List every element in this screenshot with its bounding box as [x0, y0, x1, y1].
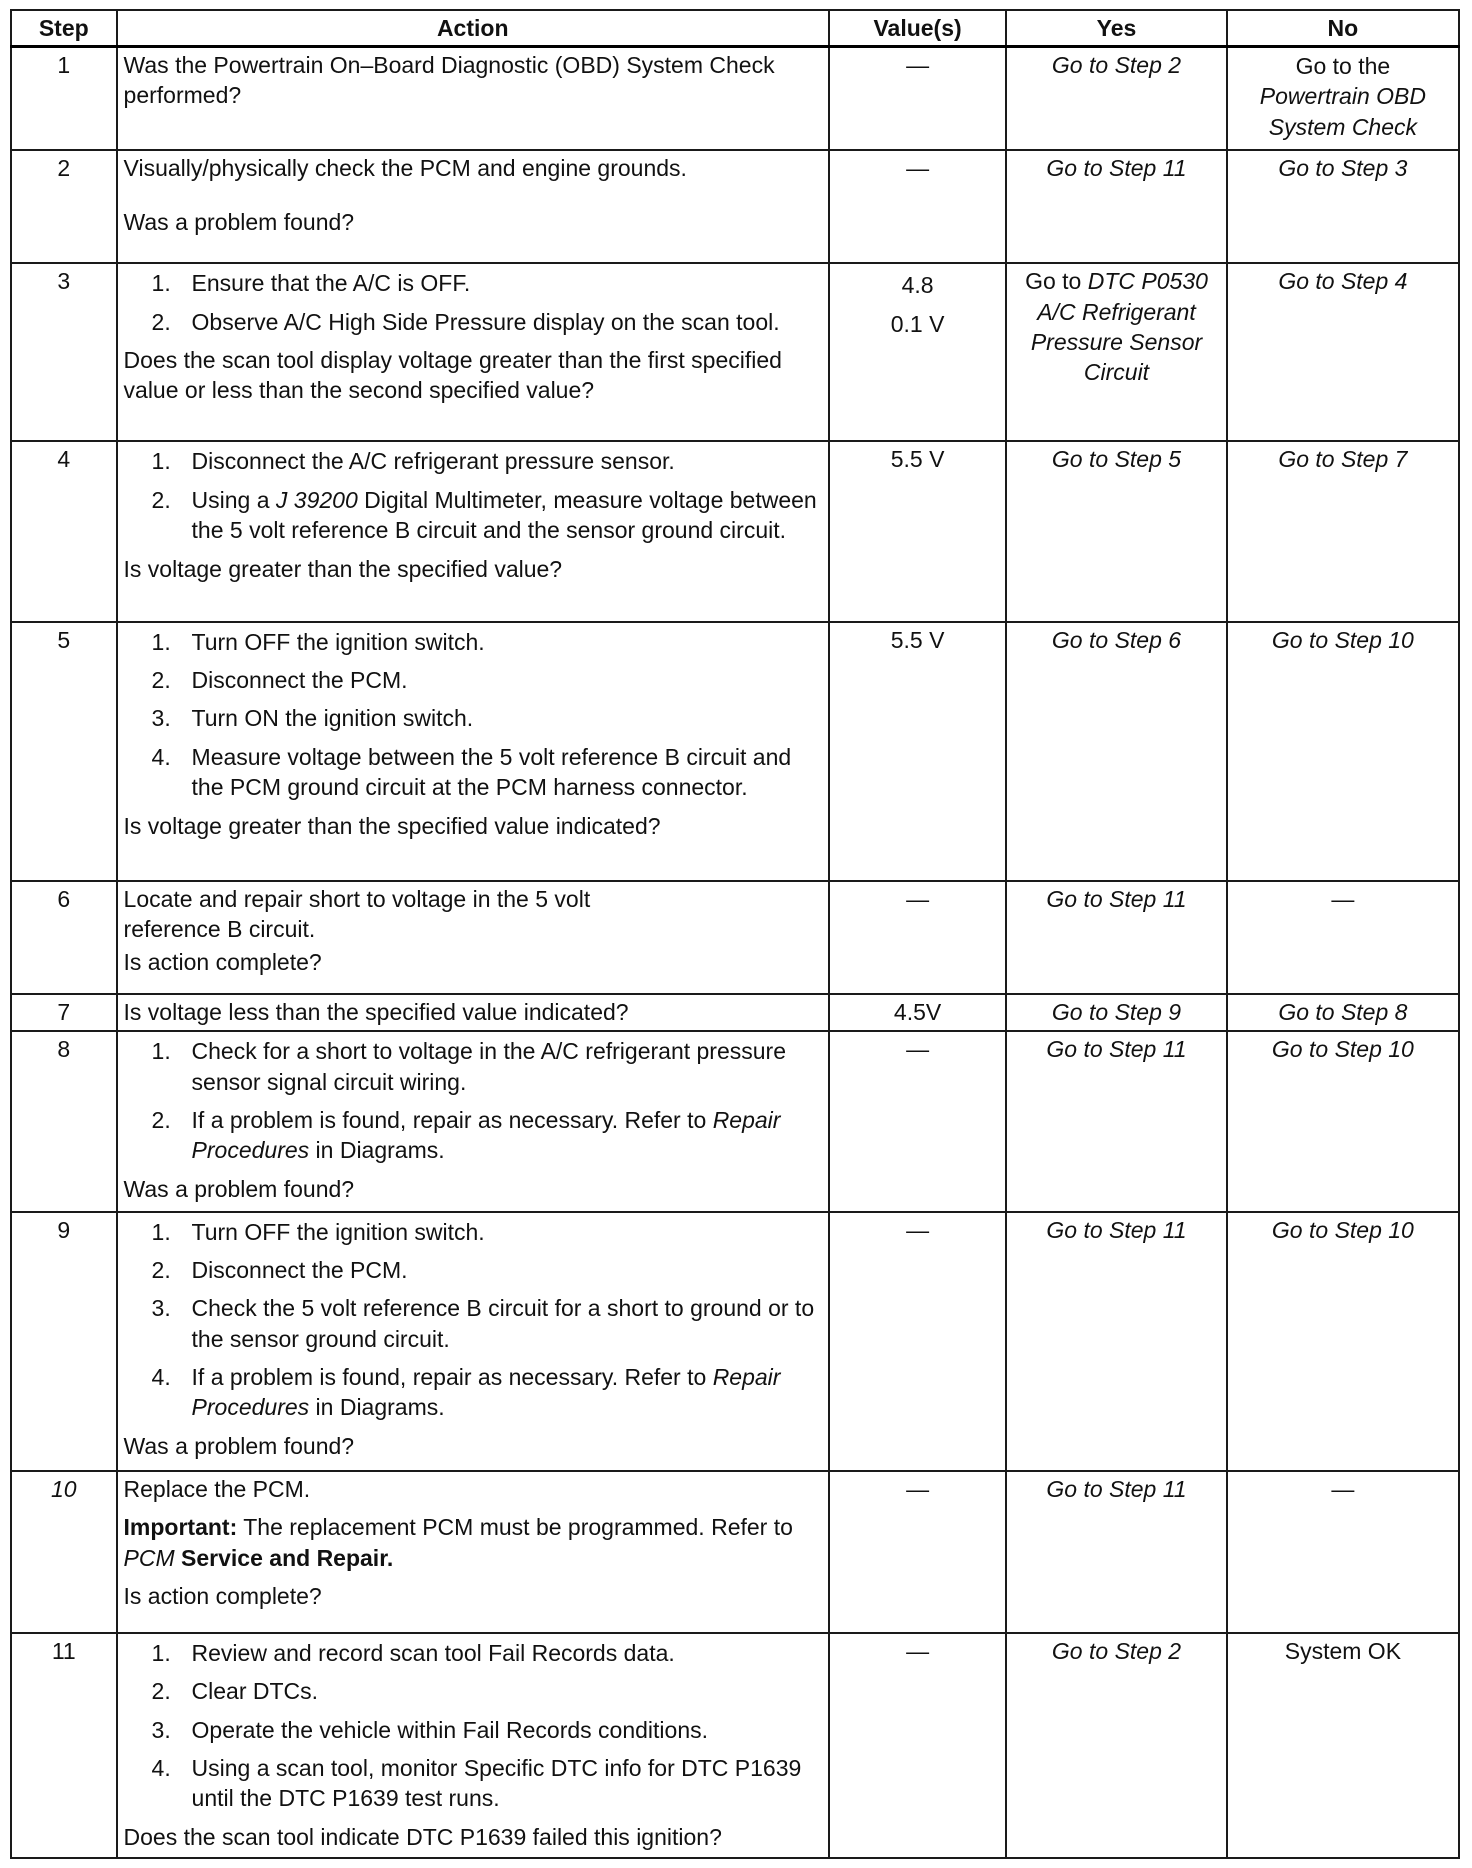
step-number: 8 [11, 1031, 117, 1211]
yes-cell: Go to DTC P0530 A/C Refrigerant Pressure Sensor Circuit [1006, 263, 1227, 441]
action-steps [124, 627, 822, 803]
no-cell: Go to Step 4 [1227, 263, 1459, 441]
action-steps [124, 1638, 822, 1814]
no-cell: Go to Step 7 [1227, 441, 1459, 621]
no-cell: Go to Step 10 [1227, 1212, 1459, 1471]
list-item: 2. Clear DTCs. [151, 1678, 319, 1705]
yes-cell: Go to Step 11 [1006, 881, 1227, 994]
step-number: 11 [11, 1633, 117, 1858]
list-item: 4. Using a scan tool, monitor Specific DTC info for DTC P1639 until the DTC P1639 test runs. [151, 1754, 802, 1812]
yes-cell: Go to Step 11 [1006, 150, 1227, 263]
action-question: Was a problem found? [123, 1432, 355, 1459]
header-no: No [1227, 10, 1459, 47]
value-cell: 4.5V [829, 994, 1006, 1031]
step-number: 7 [11, 994, 117, 1031]
action-cell [117, 1212, 829, 1471]
value-cell: 5.5 V [829, 441, 1006, 621]
table-row [11, 994, 1459, 1031]
yes-cell: Go to Step 6 [1006, 622, 1227, 881]
repair-procedures-link: Repair Procedures [191, 1107, 781, 1164]
list-item: 1. Check for a short to voltage in the A/C refrigerant pressure sensor signal circuit wiring. [151, 1038, 786, 1095]
table-row [11, 150, 1459, 263]
table-row [11, 622, 1459, 881]
step-number: 2 [11, 150, 117, 263]
tool-name: J 39200 [275, 486, 358, 513]
value-cell: — [829, 150, 1006, 263]
action-question: Was a problem found? [123, 209, 355, 236]
value-cell: — [829, 1633, 1006, 1858]
action-steps [124, 1217, 822, 1423]
value-cell: — [829, 881, 1006, 994]
step-number: 3 [11, 263, 117, 441]
step-number: 10 [11, 1471, 117, 1633]
action-cell [117, 441, 829, 621]
action-text: Is voltage less than the specified value indicated? [117, 994, 829, 1031]
list-item: 2. Using a J 39200 Digital Multimeter, measure voltage between the 5 volt reference B circuit and the sensor ground circuit. [151, 486, 817, 544]
yes-cell: Go to Step 11 [1006, 1471, 1227, 1633]
action-question: Is action complete? [123, 948, 322, 975]
list-item: 1. Review and record scan tool Fail Records data. [151, 1639, 675, 1666]
step-number: 1 [11, 47, 117, 150]
action-question: Does the scan tool display voltage greater than the first specified value or less than the second specified value? [123, 346, 782, 404]
value-cell: 5.5 V [829, 622, 1006, 881]
table-row [11, 1633, 1459, 1858]
diagnostic-table [10, 9, 1460, 1859]
value-cell [829, 263, 1006, 441]
yes-link: A/C Refrigerant Pressure Sensor Circuit [1030, 298, 1203, 386]
repair-procedures-link: Repair Procedures [191, 1364, 781, 1421]
header-action: Action [117, 10, 829, 47]
no-link: Powertrain OBD System Check [1259, 83, 1426, 140]
yes-cell: Go to Step 11 [1006, 1212, 1227, 1471]
step-number: 9 [11, 1212, 117, 1471]
no-cell: Go to Step 10 [1227, 1031, 1459, 1211]
list-item: 1. Turn OFF the ignition switch. [151, 1218, 485, 1245]
no-cell: — [1227, 881, 1459, 994]
no-cell [1227, 47, 1459, 150]
action-cell [117, 1471, 829, 1633]
list-item: 2. Observe A/C High Side Pressure display on the scan tool. [151, 308, 780, 335]
no-text: Go to the [1295, 53, 1391, 79]
action-steps [124, 268, 822, 337]
header-row [11, 10, 1459, 47]
yes-cell: Go to Step 9 [1006, 994, 1227, 1031]
yes-cell: Go to Step 2 [1006, 1633, 1227, 1858]
header-values: Value(s) [829, 10, 1006, 47]
step-number: 4 [11, 441, 117, 621]
table-row [11, 1212, 1459, 1471]
action-cell [117, 150, 829, 263]
table-row [11, 881, 1459, 994]
header-step: Step [11, 10, 117, 47]
yes-cell: Go to Step 2 [1006, 47, 1227, 150]
table-row [11, 47, 1459, 150]
list-item: 2. If a problem is found, repair as necessary. Refer to Repair Procedures in Diagrams. [151, 1107, 781, 1164]
list-item: 2. Disconnect the PCM. [151, 667, 408, 694]
action-steps [124, 446, 822, 545]
no-cell: — [1227, 1471, 1459, 1633]
table-row [11, 441, 1459, 621]
action-text: Locate and repair short to voltage in the 5 volt reference B circuit. [123, 886, 591, 943]
no-cell: Go to Step 8 [1227, 994, 1459, 1031]
value-cell: — [829, 1212, 1006, 1471]
action-text: Replace the PCM. [123, 1475, 311, 1502]
list-item: 2. Disconnect the PCM. [151, 1256, 408, 1283]
important-note: Important: The replacement PCM must be programmed. Refer to PCM Service and Repair. [123, 1514, 793, 1571]
no-cell: System OK [1227, 1633, 1459, 1858]
action-steps [124, 1036, 822, 1165]
table-row [11, 1471, 1459, 1633]
value-cell: — [829, 1471, 1006, 1633]
list-item: 3. Check the 5 volt reference B circuit for a short to ground or to the sensor ground circuit. [151, 1295, 815, 1352]
list-item: 4. Measure voltage between the 5 volt reference B circuit and the PCM ground circuit at the PCM harness connector. [151, 743, 792, 801]
yes-cell: Go to Step 5 [1006, 441, 1227, 621]
action-text: Was the Powertrain On–Board Diagnostic (OBD) System Check performed? [117, 47, 829, 150]
action-question: Is voltage greater than the specified value? [123, 555, 563, 582]
step-number: 6 [11, 881, 117, 994]
action-text: Visually/physically check the PCM and engine grounds. [123, 154, 687, 181]
value-first: 4.8 [901, 272, 934, 299]
no-cell: Go to Step 10 [1227, 622, 1459, 881]
action-cell [117, 1031, 829, 1211]
list-item: 1. Disconnect the A/C refrigerant pressure sensor. [151, 448, 675, 475]
table-row [11, 1031, 1459, 1211]
yes-cell: Go to Step 11 [1006, 1031, 1227, 1211]
header-yes: Yes [1006, 10, 1227, 47]
list-item: 1. Turn OFF the ignition switch. [151, 628, 485, 655]
value-cell: — [829, 1031, 1006, 1211]
action-question: Does the scan tool indicate DTC P1639 failed this ignition? [123, 1823, 722, 1850]
action-question: Is voltage greater than the specified value indicated? [123, 812, 661, 839]
list-item: 1. Ensure that the A/C is OFF. [151, 270, 471, 297]
value-cell: — [829, 47, 1006, 150]
action-cell [117, 1633, 829, 1858]
no-cell: Go to Step 3 [1227, 150, 1459, 263]
action-cell [117, 881, 829, 994]
list-item: 3. Turn ON the ignition switch. [151, 705, 474, 732]
list-item: 4. If a problem is found, repair as necessary. Refer to Repair Procedures in Diagrams. [151, 1364, 781, 1421]
action-question: Was a problem found? [123, 1175, 355, 1202]
table-row [11, 263, 1459, 441]
action-cell [117, 263, 829, 441]
action-question: Is action complete? [123, 1582, 322, 1609]
step-number: 5 [11, 622, 117, 881]
list-item: 3. Operate the vehicle within Fail Records conditions. [151, 1716, 709, 1743]
action-cell [117, 622, 829, 881]
value-second: 0.1 V [890, 311, 945, 338]
